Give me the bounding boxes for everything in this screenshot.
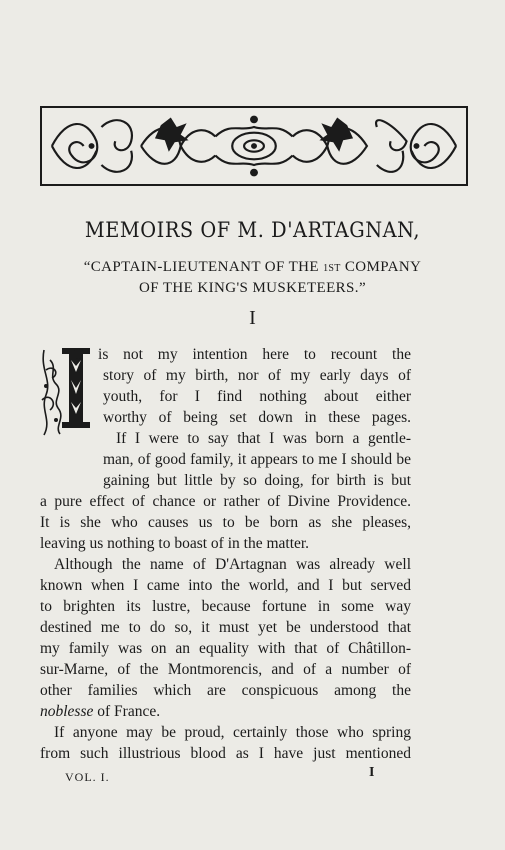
text-line: worthy of being set down in these pages. [103, 409, 411, 426]
gathering-signature: I [369, 765, 375, 780]
text-line: Although the name of D'Artagnan was already well [54, 556, 411, 573]
text-line: If I were to say that I was born a gentle- [116, 430, 411, 447]
text-line: T is not my intention here to recount the [74, 346, 411, 363]
headpiece-ornament [40, 106, 468, 186]
text-line: destined me to do so, it must yet be understood that [40, 619, 411, 636]
subtitle-ordinal: 1ST [323, 263, 341, 274]
text-line: other families which are conspicuous among the [40, 682, 411, 699]
text-line: It is she who causes us to be born as she pleases, [40, 514, 411, 531]
text-line: If anyone may be proud, certainly those who spring [54, 724, 411, 741]
subtitle-line-2: OF THE KING'S MUSKETEERS.” [139, 280, 366, 296]
book-title: MEMOIRS OF M. D'ARTAGNAN, [84, 218, 421, 242]
text-line: my family was on an equality with that of Châtillon- [40, 640, 411, 657]
subtitle-line-1 [0, 259, 505, 276]
text-line-noblesse [40, 701, 411, 722]
text-line: a pure effect of chance or rather of Divine Providence. [40, 493, 411, 510]
volume-signature: VOL. I. [65, 770, 110, 784]
text-fragment: of France. [93, 703, 161, 720]
italic-word: noblesse [40, 703, 94, 720]
text-line: gaining but little by so doing, for birth is but [103, 472, 411, 489]
chapter-number: I [249, 307, 256, 329]
subtitle-part-a: “CAPTAIN-LIEUTENANT OF THE [83, 259, 324, 275]
text-line: sur-Marne, of the Montmorencis, and of a number of [40, 661, 411, 678]
text-line: man, of good family, it appears to me I should be [103, 451, 411, 468]
text-line: from such illustrious blood as I have just mentioned [40, 745, 411, 762]
text-line: leaving us nothing to boast of in the matter. [40, 535, 310, 552]
subtitle-part-c: COMPANY [340, 259, 422, 275]
text-line: youth, for I find nothing about either [103, 388, 411, 405]
text-line: to brighten its lustre, because fortune in some way [40, 598, 411, 615]
text-line: story of my birth, nor of my early days of [103, 367, 411, 384]
text-line: known when I came into the world, and I but served [40, 577, 411, 594]
